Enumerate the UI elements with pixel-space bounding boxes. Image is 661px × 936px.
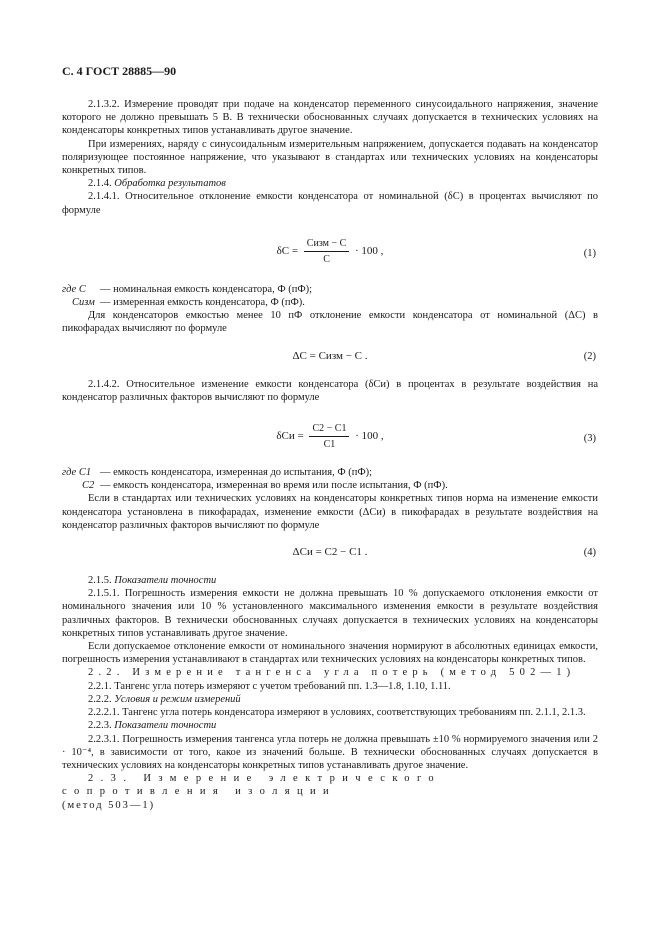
definition-symbol: где C [62, 283, 86, 295]
definition-text: — измеренная емкость конденсатора, Ф (пФ). [100, 297, 305, 309]
denominator: C [323, 254, 330, 266]
definition-symbol: Cизм [72, 297, 95, 309]
paragraph: 2.1.4.1. Относительное отклонение емкости конденсатора от номинальной (δC) в процентах вычисляют по формуле [62, 191, 598, 216]
section-number: 2.2.3. [88, 720, 112, 732]
formula-expression: ΔCи = C2 − C1 . [292, 546, 368, 559]
formula-4 [62, 540, 598, 566]
section-title: Условия и режим измерений [114, 693, 241, 705]
document-body [62, 98, 598, 812]
formula-expression: ΔC = Cизм − C . [292, 349, 368, 362]
formula-3 [62, 418, 598, 460]
paragraph: 2.2.3.1. Погрешность измерения тангенса угла потерь не должна превышать ±10 % нормируемого значения или 2 · 10⁻⁴, в зависимости от того, какое из значений больше. В технически обоснованных случаях допускается в технических условиях на конденсаторы конкретных типов устанавливать другое значение. [62, 733, 598, 771]
formula-2 [62, 344, 598, 370]
paragraph: Если в стандартах или технических условиях на конденсаторы конкретных типов норма на изменение емкости конденсатора установлена в пикофарадах, изменение емкости (ΔCи) в пикофарадах в результате воздействия на конденсатор различных факторов вычисляют по формуле [62, 493, 598, 531]
section-heading [62, 177, 598, 190]
formula-lhs: δCи = [276, 430, 304, 443]
formula-number: (3) [583, 433, 596, 445]
definition-text: — емкость конденсатора, измеренная во время или после испытания, Ф (пФ). [100, 480, 448, 492]
section-heading [62, 574, 598, 587]
formula-fraction [309, 422, 349, 451]
section-number: 2.1.5. [88, 575, 112, 587]
paragraph: 2.2.2.1. Тангенс угла потерь конденсатора измеряют в условиях, соответствующих требованиям пп. 2.1.1, 2.1.3. [88, 707, 586, 719]
formula-rhs: · 100 , [355, 430, 384, 443]
section-heading: 2.3. Измерение электрического сопротивления изоляции [62, 773, 442, 798]
section-number: 2.1.4. [88, 178, 112, 190]
formula-number: (2) [583, 350, 596, 362]
numerator: Cизм − C [304, 237, 349, 252]
section-title: Показатели точности [114, 720, 217, 732]
formula-fraction [304, 237, 349, 266]
paragraph: Для конденсаторов емкостью менее 10 пФ отклонение емкости конденсатора от номинальной (ΔC) в пикофарадах вычисляют по формуле [62, 310, 598, 335]
page-header: С. 4 ГОСТ 28885—90 [62, 64, 177, 78]
paragraph: При измерениях, наряду с синусоидальным измерительным напряжением, допускается подавать на конденсатор поляризующее постоянное напряжение, что указывают в стандартах или технических условиях на конденсаторы конкретных типов. [62, 138, 598, 177]
section-heading [62, 693, 598, 706]
paragraph: 2.2.1. Тангенс угла потерь измеряют с учетом требований пп. 1.3—1.8, 1.10, 1.11. [88, 680, 451, 692]
definition-item [62, 479, 598, 492]
section-title: Показатели точности [114, 575, 217, 587]
section-heading: 2.2. Измерение тангенса угла потерь (метод 502—1) [88, 667, 576, 679]
numerator: C2 − C1 [309, 422, 349, 437]
section-heading [62, 719, 598, 732]
formula-lhs: δC = [276, 245, 299, 258]
definition-symbol: где C1 [62, 467, 92, 479]
definition-item [62, 296, 598, 309]
definition-text: — номинальная емкость конденсатора, Ф (пФ); [100, 283, 313, 295]
formula-number: (4) [583, 547, 596, 559]
paragraph: 2.1.5.1. Погрешность измерения емкости не должна превышать 10 % допускаемого отклонения емкости от номинального значения или 10 % установленного максимального изменения емкости в результате воздействия различных факторов. В технически обоснованных случаях допускается в технических условиях на конденсаторы конкретных типов устанавливать другое значение. [62, 588, 598, 639]
section-title: Обработка результатов [114, 178, 226, 190]
paragraph: Если допускаемое отклонение емкости от номинального значения нормируют в абсолютных единицах емкости, погрешность измерения устанавливают в стандартах или технических условиях на конденсаторы конкретных типов. [62, 641, 598, 666]
definition-symbol: C2 [82, 480, 95, 492]
definition-text: — емкость конденсатора, измеренная до испытания, Ф (пФ); [100, 467, 373, 479]
denominator: C1 [323, 439, 336, 451]
section-heading-cont: (метод 503—1) [62, 799, 156, 811]
definition-item [62, 283, 598, 296]
definition-item [62, 466, 598, 479]
section-number: 2.2.2. [88, 693, 112, 705]
formula-number: (1) [583, 247, 596, 259]
paragraph: 2.1.3.2. Измерение проводят при подаче на конденсатор переменного синусоидального напряжения, значение которого не должно превышать 5 В. В технически обоснованных случаях допускается в технических условиях на конденсаторы конкретных типов устанавливать другое значение. [62, 99, 598, 137]
formula-1 [62, 233, 598, 275]
paragraph: 2.1.4.2. Относительное изменение емкости конденсатора (δCи) в процентах в результате воздействия на конденсатор различных факторов вычисляют по формуле [62, 378, 598, 403]
formula-rhs: · 100 , [355, 245, 384, 258]
